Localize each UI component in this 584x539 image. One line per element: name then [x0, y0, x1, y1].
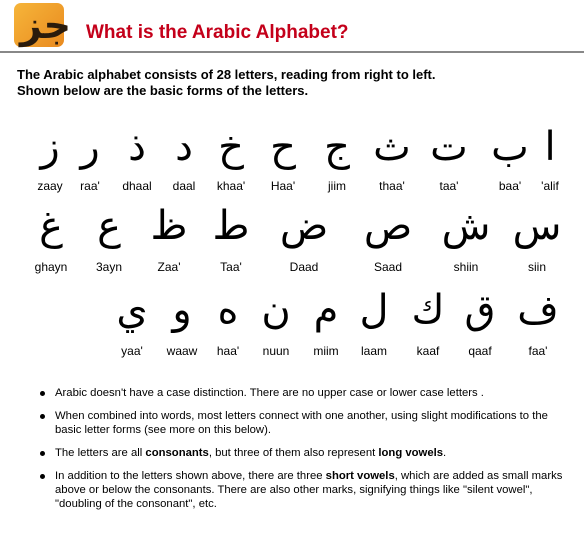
note-item: [55, 446, 565, 460]
arabic-letter: ز: [40, 124, 60, 170]
letter-name: daal: [172, 179, 196, 193]
letter-name: dhaal: [122, 179, 152, 193]
logo-glyph: جز: [20, 3, 72, 47]
note-text: , but three of them also represent: [208, 447, 379, 459]
arabic-letter: م: [313, 287, 339, 333]
arabic-letter: ا: [544, 124, 556, 170]
letter-cell: [406, 286, 450, 358]
letter-name: laam: [360, 344, 387, 358]
letter-cell: [314, 123, 360, 193]
intro-line-1: The Arabic alphabet consists of 28 letters, reading from right to left.: [17, 67, 436, 82]
letter-cell: [28, 202, 74, 274]
arabic-letter: ب: [491, 124, 529, 170]
letter-name: Taa': [220, 260, 242, 274]
note-text: When combined into words, most letters connect with one another, using slight modifications to the basic letter forms (see more on this below).: [55, 410, 548, 436]
letter-cell: [160, 286, 204, 358]
arabic-letter: ع: [97, 203, 121, 249]
arabic-letter: ذ: [128, 124, 146, 170]
note-item: [55, 469, 565, 511]
arabic-letter: غ: [39, 203, 63, 249]
letter-name: baa': [498, 179, 522, 193]
letter-cell: [208, 123, 254, 193]
letter-name: Zaa': [157, 260, 181, 274]
note-text: In addition to the letters shown above, there are three: [55, 470, 326, 482]
letter-name: taa': [439, 179, 459, 193]
note-item: [55, 386, 565, 400]
letter-cell: [436, 202, 496, 274]
letter-cell: [354, 286, 394, 358]
letter-cell: [490, 123, 530, 193]
header-divider: [0, 51, 584, 53]
letter-name: haa': [216, 344, 240, 358]
letter-name: ghayn: [34, 260, 68, 274]
intro-text: [17, 67, 577, 99]
letter-name: miim: [313, 344, 339, 358]
letter-name: nuun: [262, 344, 290, 358]
notes-list: [0, 386, 565, 520]
letter-cell: [512, 202, 562, 274]
intro-line-2: Shown below are the basic forms of the letters.: [17, 83, 309, 98]
letter-name: qaaf: [468, 344, 492, 358]
letter-cell: [256, 286, 296, 358]
letter-cell: [458, 286, 502, 358]
letter-cell: [426, 123, 472, 193]
arabic-letter: ض: [279, 203, 329, 249]
letter-cell: [164, 123, 204, 193]
letter-name: jiim: [328, 179, 346, 193]
arabic-letter: ش: [441, 203, 491, 249]
letter-cell: [530, 123, 570, 193]
arabic-letter: ه: [217, 287, 239, 333]
letter-name: shiin: [453, 260, 479, 274]
arabic-letter: ج: [324, 124, 350, 170]
arabic-letter: ط: [212, 203, 250, 249]
letter-cell: [356, 202, 420, 274]
letter-name: raa': [80, 179, 100, 193]
arabic-letter: ظ: [150, 203, 188, 249]
note-text: The letters are all: [55, 447, 146, 459]
letter-cell: [110, 286, 154, 358]
letter-name: 3ayn: [95, 260, 123, 274]
site-logo[interactable]: [14, 3, 72, 47]
letter-name: khaa': [216, 179, 246, 193]
letter-cell: [72, 123, 108, 193]
letter-name: thaa': [379, 179, 405, 193]
letter-cell: [144, 202, 194, 274]
arabic-letter: و: [172, 287, 192, 333]
letter-cell: [516, 286, 560, 358]
letter-cell: [30, 123, 70, 193]
letter-name: 'alif: [541, 179, 559, 193]
letter-name: Haa': [270, 179, 296, 193]
arabic-letter: ل: [359, 287, 389, 333]
note-text: Arabic doesn't have a case distinction. There are no upper case or lower case letters .: [55, 387, 484, 399]
arabic-letter: د: [175, 124, 193, 170]
arabic-letter: س: [512, 203, 562, 249]
letter-cell: [206, 202, 256, 274]
letter-name: faa': [528, 344, 548, 358]
letter-name: kaaf: [416, 344, 440, 358]
letter-cell: [114, 123, 160, 193]
arabic-letter: ي: [116, 287, 148, 333]
letter-name: yaa': [121, 344, 143, 358]
letter-cell: [306, 286, 346, 358]
note-item: [55, 409, 565, 437]
letter-name: siin: [527, 260, 546, 274]
arabic-letter: خ: [218, 124, 244, 170]
arabic-letter: ح: [270, 124, 296, 170]
letter-cell: [208, 286, 248, 358]
letter-name: zaay: [37, 179, 63, 193]
note-bold-long-vowels: long vowels: [378, 447, 444, 459]
letter-name: Saad: [373, 260, 403, 274]
arabic-letter: ف: [517, 287, 559, 333]
letter-cell: [272, 202, 336, 274]
arabic-letter: ث: [373, 124, 411, 170]
arabic-letter: ن: [261, 287, 291, 333]
note-text: , which are added as small marks above or below the consonants. There are also other marks, signifying things like "silent vowel", "doubling of the consonant", etc.: [55, 470, 563, 510]
arabic-letter: ت: [430, 124, 468, 170]
note-bold-short-vowels: short vowels: [325, 470, 395, 482]
note-text: .: [443, 447, 447, 459]
letter-cell: [86, 202, 132, 274]
arabic-letter: ر: [80, 124, 100, 170]
arabic-letter: ق: [464, 287, 496, 333]
arabic-letter: ك: [411, 287, 445, 333]
letter-name: waaw: [166, 344, 198, 358]
letter-name: Daad: [289, 260, 319, 274]
letter-cell: [368, 123, 416, 193]
page-title: What is the Arabic Alphabet?: [86, 22, 349, 43]
arabic-letter: ص: [363, 203, 413, 249]
note-bold-consonants: consonants: [145, 447, 209, 459]
letter-cell: [260, 123, 306, 193]
